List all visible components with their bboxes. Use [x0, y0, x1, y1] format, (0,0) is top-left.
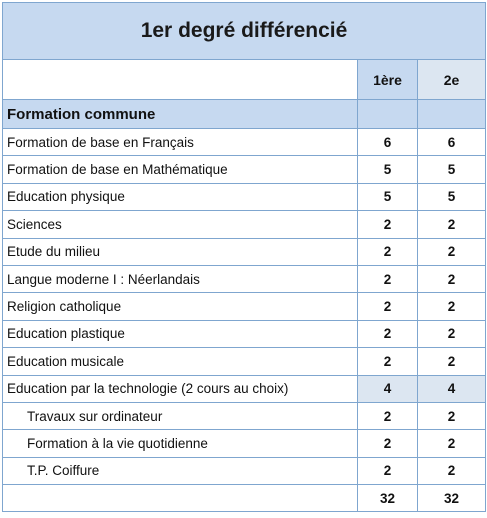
course-label: Education par la technologie (2 cours au choix) — [3, 375, 358, 402]
hours-2e: 2 — [418, 348, 486, 375]
course-label: Education musicale — [3, 348, 358, 375]
hours-2e: 6 — [418, 129, 486, 156]
hours-2e: 2 — [418, 265, 486, 292]
hours-2e: 2 — [418, 238, 486, 265]
table-row — [3, 265, 486, 292]
course-label: Formation de base en Français — [3, 129, 358, 156]
total-1ere: 32 — [358, 485, 418, 512]
table-title: 1er degré différencié — [3, 3, 486, 60]
hours-1ere: 2 — [358, 402, 418, 429]
hours-1ere: 2 — [358, 238, 418, 265]
course-label: Etude du milieu — [3, 238, 358, 265]
course-label: Travaux sur ordinateur — [3, 402, 358, 429]
column-header-row — [3, 60, 486, 100]
table-row-sub — [3, 402, 486, 429]
hours-2e: 4 — [418, 375, 486, 402]
hours-2e: 2 — [418, 320, 486, 347]
table-row-group-header — [3, 375, 486, 402]
total-2e: 32 — [418, 485, 486, 512]
hours-1ere: 2 — [358, 320, 418, 347]
section-row — [3, 100, 486, 129]
section-blank-cell — [418, 100, 486, 129]
hours-1ere: 2 — [358, 457, 418, 484]
hours-2e: 2 — [418, 457, 486, 484]
hours-1ere: 5 — [358, 183, 418, 210]
section-blank-cell — [358, 100, 418, 129]
course-label: Formation de base en Mathématique — [3, 156, 358, 183]
course-label: Sciences — [3, 211, 358, 238]
hours-2e: 2 — [418, 430, 486, 457]
course-label: Formation à la vie quotidienne — [3, 430, 358, 457]
table-row — [3, 183, 486, 210]
section-title: Formation commune — [3, 100, 358, 129]
hours-1ere: 2 — [358, 265, 418, 292]
course-label: Education plastique — [3, 320, 358, 347]
table-row — [3, 156, 486, 183]
course-label: Religion catholique — [3, 293, 358, 320]
hours-1ere: 4 — [358, 375, 418, 402]
totals-label — [3, 485, 358, 512]
table-row — [3, 293, 486, 320]
course-label: T.P. Coiffure — [3, 457, 358, 484]
table-row-sub — [3, 457, 486, 484]
hours-2e: 5 — [418, 156, 486, 183]
totals-row — [3, 485, 486, 512]
table-row — [3, 238, 486, 265]
schedule-table-container — [2, 2, 485, 512]
table-row — [3, 211, 486, 238]
hours-1ere: 6 — [358, 129, 418, 156]
course-label: Langue moderne I : Néerlandais — [3, 265, 358, 292]
hours-1ere: 2 — [358, 293, 418, 320]
course-hours-table — [2, 2, 486, 512]
hours-1ere: 2 — [358, 430, 418, 457]
hours-1ere: 2 — [358, 211, 418, 238]
hours-1ere: 5 — [358, 156, 418, 183]
table-row-sub — [3, 430, 486, 457]
table-row — [3, 129, 486, 156]
hours-1ere: 2 — [358, 348, 418, 375]
course-label: Education physique — [3, 183, 358, 210]
hours-2e: 2 — [418, 402, 486, 429]
column-header-1ere: 1ère — [358, 60, 418, 100]
table-row — [3, 348, 486, 375]
hours-2e: 2 — [418, 211, 486, 238]
hours-2e: 2 — [418, 293, 486, 320]
table-row — [3, 320, 486, 347]
hours-2e: 5 — [418, 183, 486, 210]
title-row — [3, 3, 486, 60]
column-header-2e: 2e — [418, 60, 486, 100]
header-blank-cell — [3, 60, 358, 100]
